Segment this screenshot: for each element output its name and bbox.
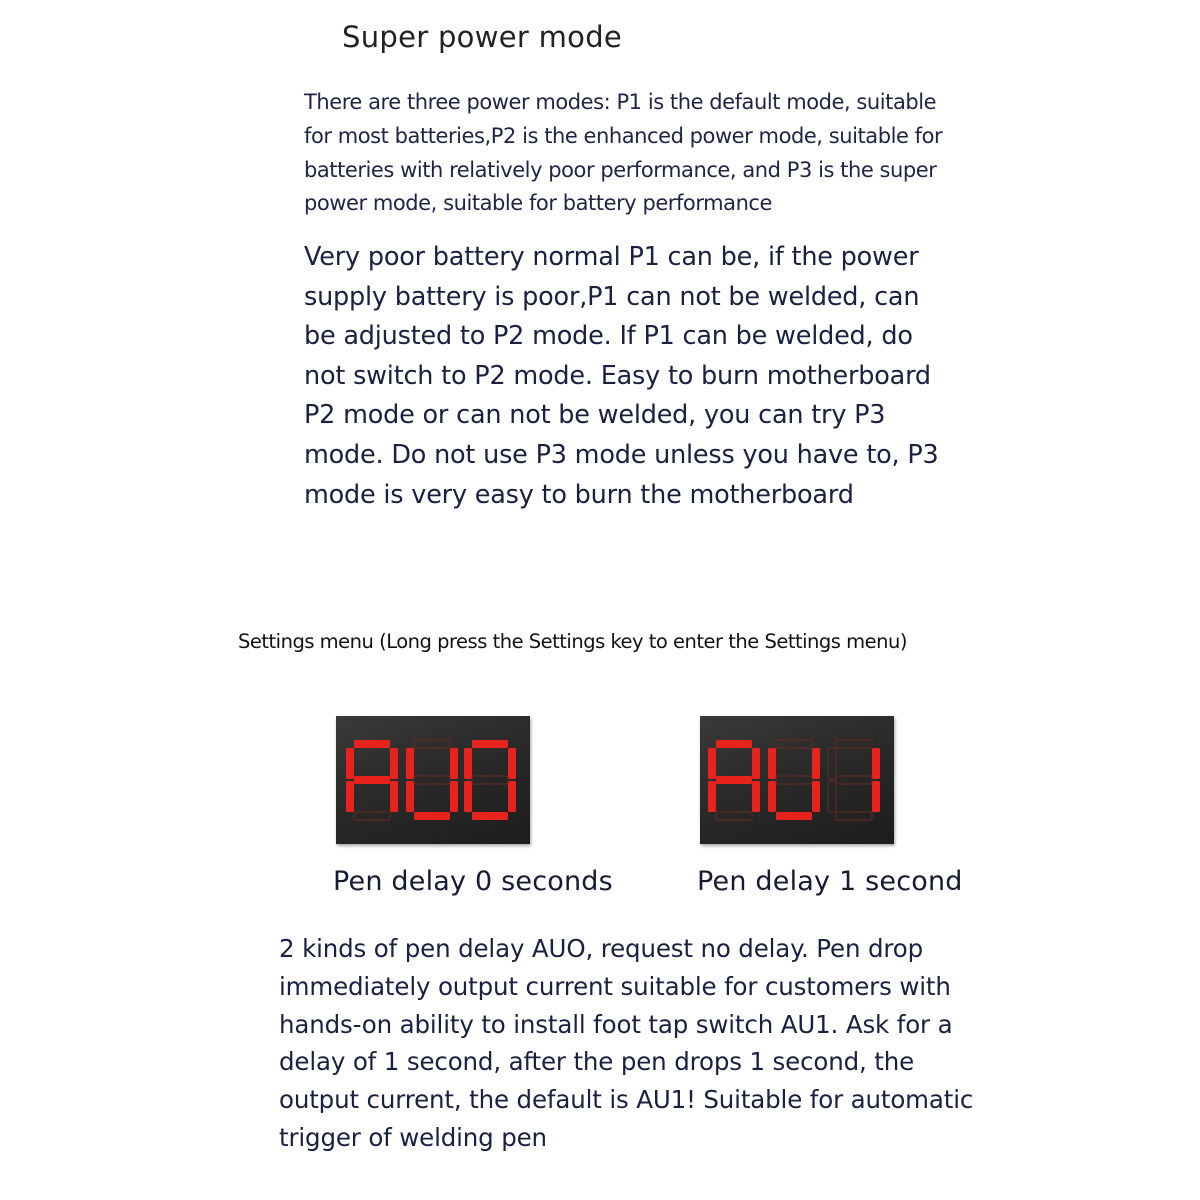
segment-lit (390, 781, 398, 812)
section-title: Super power mode (342, 20, 623, 54)
caption-pen-delay-1: Pen delay 1 second (697, 866, 963, 897)
segment-off (354, 812, 390, 820)
segment-lit (464, 748, 472, 779)
segment-lit (716, 740, 752, 748)
segment-lit (708, 748, 716, 779)
segment-off (716, 812, 752, 820)
detail-line: not switch to P2 mode. Easy to burn motherboard (304, 360, 931, 391)
segment-off (828, 748, 836, 779)
segment-lit (716, 776, 752, 784)
segment-lit (508, 748, 516, 779)
segment-off (836, 812, 872, 820)
seven-segment-digit (346, 740, 398, 820)
segment-off (836, 740, 872, 748)
segment-lit (472, 740, 508, 748)
segment-lit (752, 781, 760, 812)
segment-lit (508, 781, 516, 812)
segment-lit (406, 748, 414, 779)
intro-line: power mode, suitable for battery performance (304, 191, 772, 216)
led-display-au0 (336, 716, 530, 844)
power-mode-detail (304, 238, 1004, 515)
segment-lit (768, 748, 776, 779)
intro-line: There are three power modes: P1 is the default mode, suitable (304, 90, 937, 114)
seven-segment-digit (406, 740, 458, 820)
description-line: hands-on ability to install foot tap switch AU1. Ask for a (279, 1009, 953, 1039)
segment-lit (346, 781, 354, 812)
segment-lit (768, 781, 776, 812)
seven-segment-readout-au1 (700, 716, 894, 844)
intro-line: batteries with relatively poor performance, and P3 is the super (304, 157, 937, 182)
led-display-au1 (700, 716, 894, 844)
segment-lit (414, 812, 450, 820)
seven-segment-readout-au0 (336, 716, 530, 844)
description-line: output current, the default is AU1! Suitable for automatic (279, 1085, 974, 1115)
segment-off (414, 740, 450, 748)
segment-lit (708, 781, 716, 812)
pen-delay-description (279, 930, 999, 1157)
segment-off (414, 776, 450, 784)
segment-lit (464, 781, 472, 812)
detail-line: mode is very easy to burn the motherboard (304, 479, 854, 510)
segment-lit (390, 748, 398, 779)
description-line: delay of 1 second, after the pen drops 1 second, the (279, 1047, 915, 1077)
segment-lit (872, 748, 880, 779)
description-line: trigger of welding pen (279, 1122, 547, 1152)
intro-line: for most batteries,P2 is the enhanced power mode, suitable for (304, 123, 943, 148)
power-mode-intro (304, 86, 984, 221)
description-line: immediately output current suitable for customers with (279, 971, 951, 1001)
segment-lit (406, 781, 414, 812)
detail-line: supply battery is poor,P1 can not be welded, can (304, 281, 920, 312)
detail-line: be adjusted to P2 mode. If P1 can be welded, do (304, 321, 913, 352)
segment-lit (346, 748, 354, 779)
detail-line: mode. Do not use P3 mode unless you have to, P3 (304, 439, 939, 470)
seven-segment-digit (768, 740, 820, 820)
segment-lit (812, 748, 820, 779)
segment-off (472, 776, 508, 784)
segment-lit (450, 748, 458, 779)
segment-off (776, 740, 812, 748)
detail-line: P2 mode or can not be welded, you can try P3 (304, 400, 886, 431)
settings-menu-heading: Settings menu (Long press the Settings key to enter the Settings menu) (238, 630, 907, 653)
segment-lit (354, 776, 390, 784)
segment-off (828, 781, 836, 812)
segment-lit (872, 781, 880, 812)
segment-lit (776, 812, 812, 820)
segment-lit (354, 740, 390, 748)
segment-off (836, 776, 872, 784)
segment-lit (450, 781, 458, 812)
seven-segment-digit (828, 740, 880, 820)
description-line: 2 kinds of pen delay AUO, request no delay. Pen drop (279, 934, 923, 963)
seven-segment-digit (464, 740, 516, 820)
segment-lit (752, 748, 760, 779)
segment-lit (812, 781, 820, 812)
detail-line: Very poor battery normal P1 can be, if the power (304, 242, 919, 272)
caption-pen-delay-0: Pen delay 0 seconds (333, 866, 613, 897)
segment-lit (472, 812, 508, 820)
segment-off (776, 776, 812, 784)
seven-segment-digit (708, 740, 760, 820)
